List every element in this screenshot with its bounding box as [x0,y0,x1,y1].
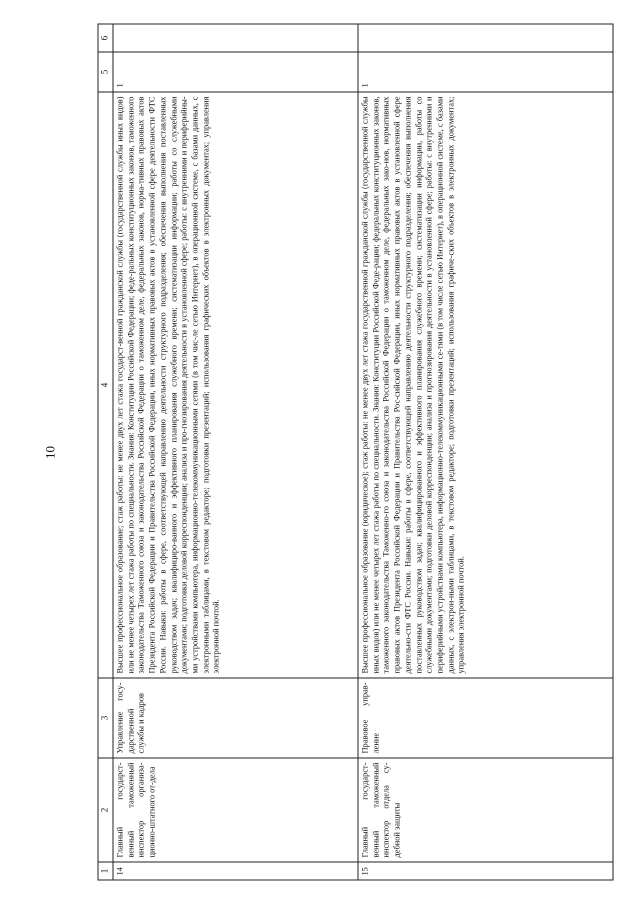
qualification-requirements: Высшее профессиональное образование; стаж работы: не менее двух лет стажа государст-венной гражданской службы (государственной службы иных видов) или не менее четырех лет стажа работы по специальности. Знания: Конституции Российской Федерации; феде-ральных конституционных законов, таможенного законодательства Таможенного союза и законодательства Российской Федерации о таможенном деле, федеральных законов, норма-тивных правовых актов Президента Российской Федерации и Правительства Российской Федерации, иных нормативных правовых актов в установленной сфере деятельности ФТС России. Навыки: работы в сфере, соответствующей направлению деятельности структурного подразделения; обеспечения выполнения поставленных руководством задач; квалифициро-ванного и эффективного планирования служебного времени; систематизации информации; работы со служебными документами; подготовки деловой корреспонденции; анализа и про-гнозирования деятельности в установленной сфере; работы: с внутренними и периферийны-ми устройствами компьютера, информационно-телекоммуникационными сетями (в том чис-ле сетью Интернет), в операционной системе, с базами данных, с электронными таблицами, в текстовом редакторе; подготовки презентаций; использования графических объектов в электронных документах; управления электронной почтой. [113,92,358,678]
column-header-2: 2 [98,758,113,862]
table-row [113,24,358,880]
column-header-5: 5 [98,52,113,92]
table-header-row [98,24,113,880]
column-header-3: 3 [98,678,113,758]
position-title: Главный государст-венный таможенный инспектор организа-ционно-штатного от-дела [113,758,358,862]
column-header-6: 6 [98,24,113,52]
qualification-requirements: Высшее профессиональное образование (юридическое); стаж работы: не менее двух лет стажа государственной гражданской службы (государственной службы иных видов) или не менее четырех лет стажа работы по специальности. Знания: Конституции Российской Феде-рации; федеральных конституционных законов, таможенного законодательства Таможенно-го союза и законодательства Российской Федерации о таможенном деле, федеральных зако-нов, нормативных правовых актов Президента Российской Федерации и Правительства Рос-сийской Федерации, иных нормативных правовых актов в установленной сфере деятельно-сти ФТС России. Навыки: работы в сфере, соответствующей направлению деятельности структурного подразделения; обеспечения выполнения поставленных руководством задач; квалифицированного и эффективного планирования служебного времени; систематизации информации, работы со служебными документами; подготовки деловой корреспонденции; анализа и прогнозирования деятельности в установленной сфере; работы: с внутренними и периферийными устройствами компьютера, информационно-телекоммуникационными се-тями (в том числе сетью Интернет), в операционной системе, с базами данных, с электрон-ными таблицами, в текстовом редакторе; подготовки презентаций; использования графиче-ских объектов в электронных документах; управления электронной почтой. [358,92,613,678]
position-title: Главный государст-венный таможенный инспектор отдела су-дебной защиты [358,758,613,862]
department-name: Правовое управ-ление [358,678,613,758]
column-header-4: 4 [98,92,113,678]
department-name: Управление госу-дарственной службы и кадров [113,678,358,758]
page-number: 10 [42,445,58,459]
column-header-1: 1 [98,862,113,880]
rotated-document-page [43,24,598,880]
column-6-value [113,24,358,52]
column-6-value [358,24,613,52]
table-row [358,24,613,880]
column-5-value: 1 [358,52,613,92]
staffing-table [98,23,614,880]
row-number: 14 [113,862,358,880]
column-5-value: 1 [113,52,358,92]
row-number: 15 [358,862,613,880]
